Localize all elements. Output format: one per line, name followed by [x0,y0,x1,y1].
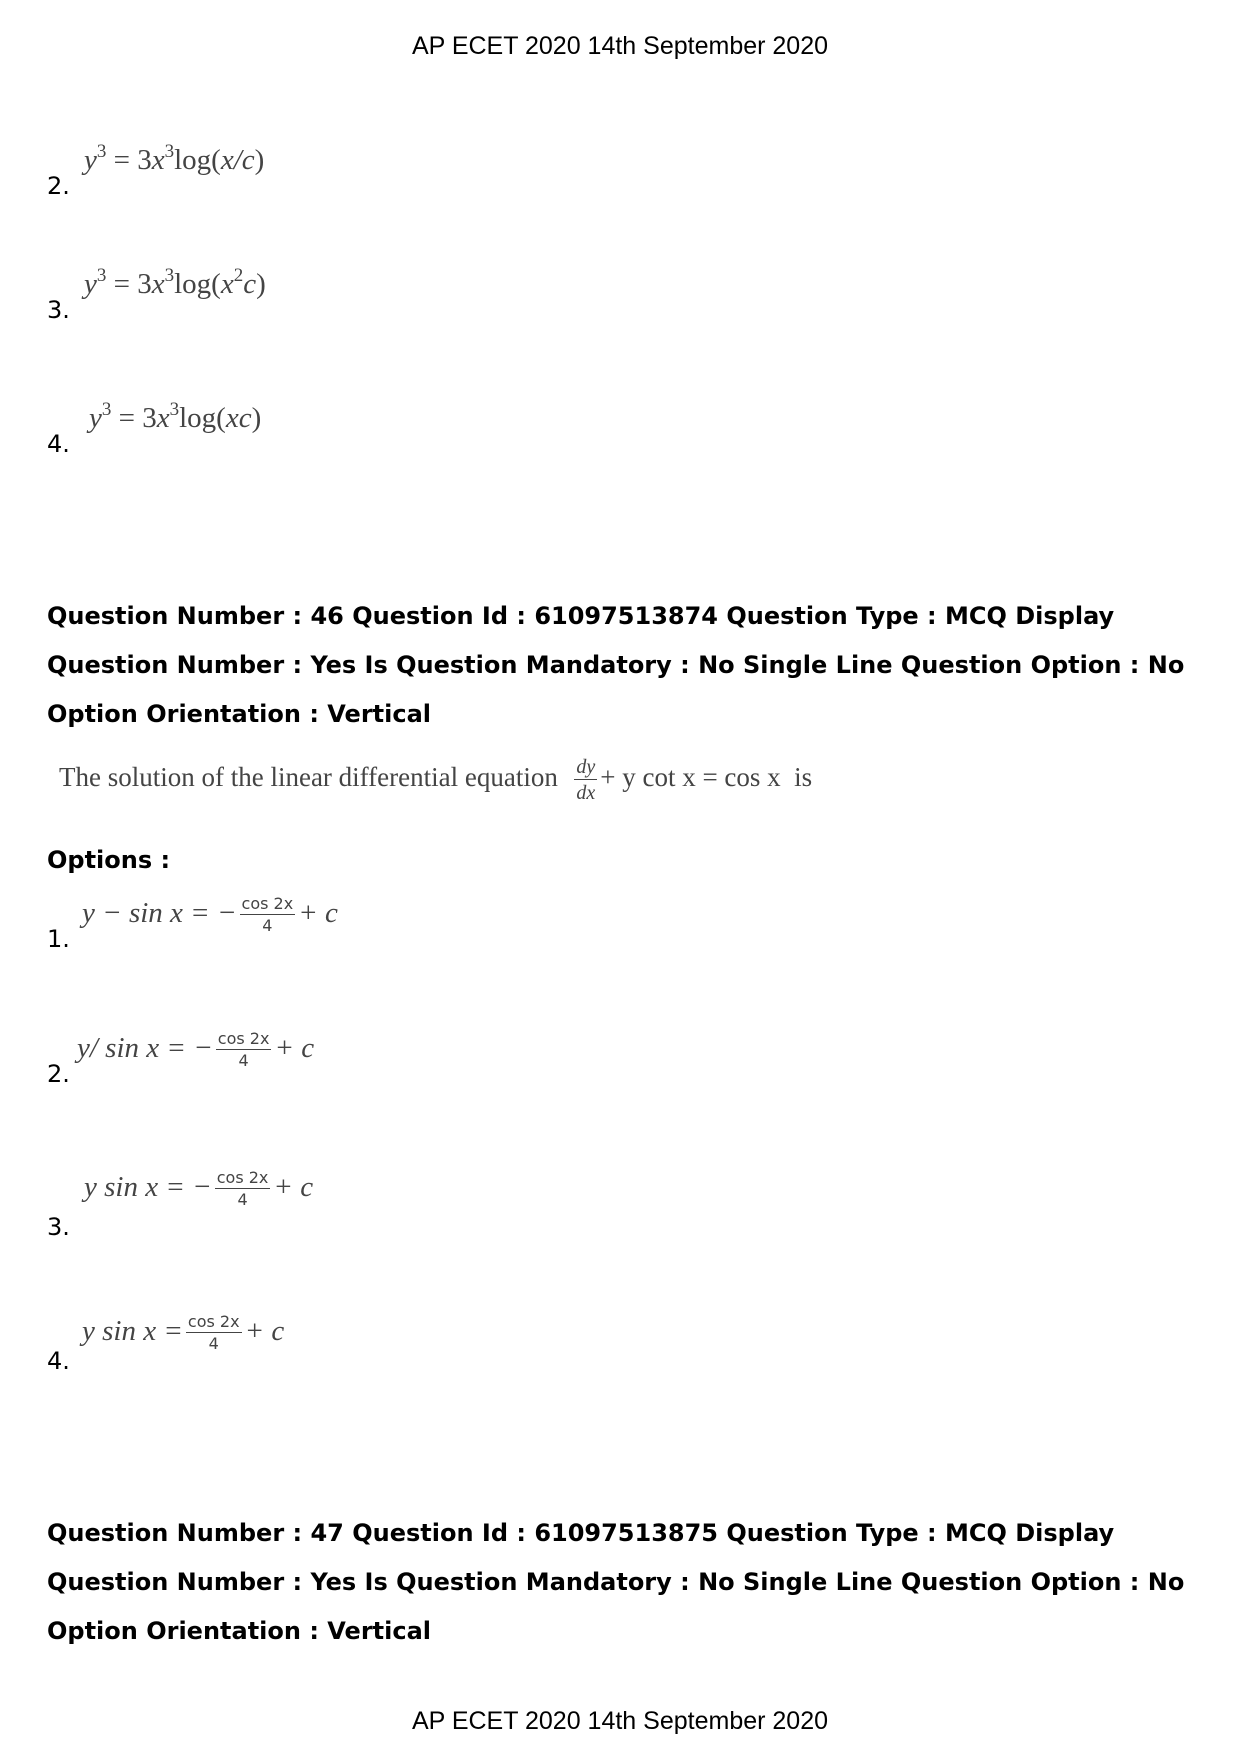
options-label: Options : [47,846,171,874]
question-46-text: The solution of the linear differential equation $\frac{dy}{dx}$ + y cot x = cos x is [59,755,813,804]
prev-option-2 [47,140,1197,200]
option-number: 4. [47,1347,70,1375]
option-fraction: $\frac{\cos 2x}{4}$ [187,1312,240,1354]
option-number: 1. [47,925,70,953]
option-fraction: $\frac{\cos 2x}{4}$ [216,1168,269,1210]
question-46-meta: Question Number : 46 Question Id : 61097513874 Question Type : MCQ Display Question Number : Yes Is Question Mandatory : No Single Line Question Option : No Option Orientation : Vertical [47,602,1185,728]
q46-option-2 [47,1028,1197,1088]
derivative-fraction: $\frac{dy}{dx}$ [576,755,596,804]
prev-option-4 [47,398,1197,458]
option-equation: $y^3 = 3x^3\log(xc)$ [89,399,262,434]
page-footer: AP ECET 2020 14th September 2020 [411,1707,829,1735]
q46-option-1 [47,893,1197,953]
option-equation: $y^3 = 3x^3\log(x^2c)$ [84,265,266,300]
option-number: 3. [47,1213,70,1241]
option-fraction: $\frac{\cos 2x}{4}$ [217,1029,270,1071]
option-equation: y sin x = $\frac{\cos 2x}{4}$ + c [82,1312,285,1354]
option-number: 2. [47,172,70,200]
option-number: 3. [47,296,70,324]
option-equation: y − sin x = − $\frac{\cos 2x}{4}$ + c [82,894,338,936]
prev-option-3 [47,264,1197,324]
page-header: AP ECET 2020 14th September 2020 [411,32,829,60]
option-equation: y/ sin x = − $\frac{\cos 2x}{4}$ + c [77,1029,315,1071]
option-equation: $y^3 = 3x^3\log(x/c)$ [84,141,265,176]
option-equation: y sin x = − $\frac{\cos 2x}{4}$ + c [84,1168,314,1210]
option-fraction: $\frac{\cos 2x}{4}$ [241,894,294,936]
option-number: 4. [47,430,70,458]
option-number: 2. [47,1060,70,1088]
question-47-meta: Question Number : 47 Question Id : 61097513875 Question Type : MCQ Display Question Number : Yes Is Question Mandatory : No Single Line Question Option : No Option Orientation : Vertical [47,1519,1185,1645]
q46-option-3 [47,1167,1197,1241]
q46-option-4 [47,1311,1197,1375]
